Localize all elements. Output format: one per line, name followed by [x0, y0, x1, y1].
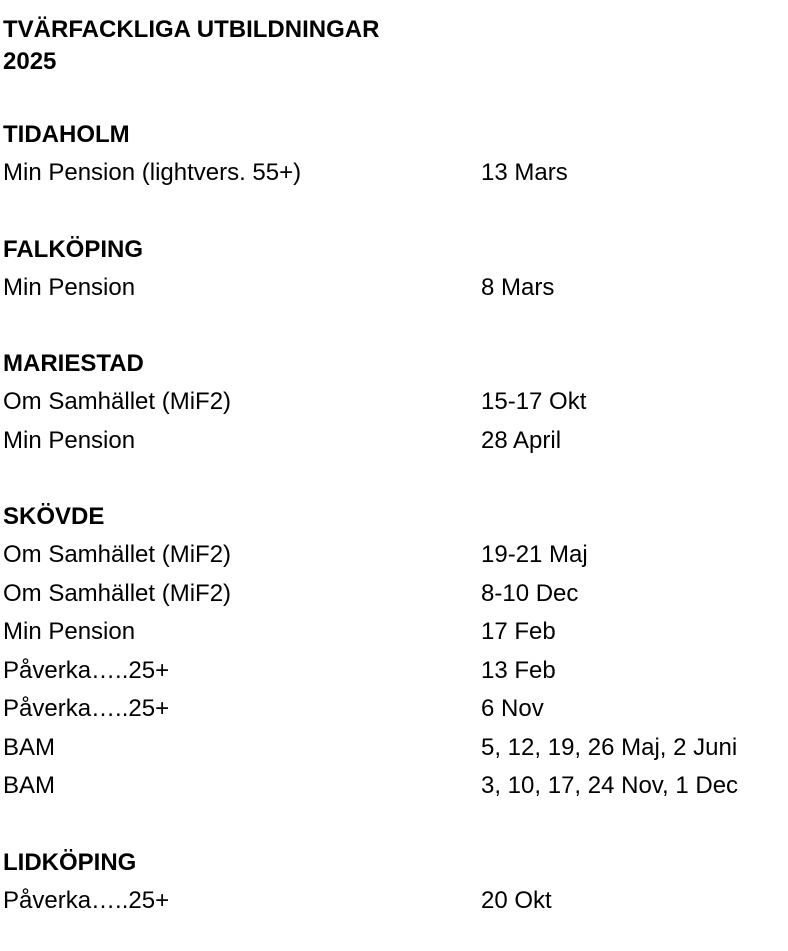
course-name: Om Samhället (MiF2): [3, 579, 232, 607]
section-heading: FALKÖPING: [3, 235, 144, 263]
section-heading: MARIESTAD: [3, 350, 144, 377]
course-row: [3, 422, 788, 461]
document-title: [3, 14, 788, 78]
section-tidaholm: [3, 116, 788, 193]
course-row: [3, 613, 788, 652]
course-row: [3, 652, 788, 691]
course-row: [3, 269, 788, 308]
course-name: Min Pension: [3, 273, 136, 301]
course-name: Påverka…..25+: [3, 656, 170, 684]
course-row: [3, 575, 788, 614]
course-date: 20 Okt: [481, 886, 552, 914]
section-falkoping: [3, 231, 788, 308]
course-date: 17 Feb: [481, 618, 556, 645]
document: [3, 14, 788, 920]
course-row: [3, 690, 788, 729]
title-year: 2025: [3, 48, 57, 75]
course-date: 15-17 Okt: [481, 388, 587, 415]
course-date: 28 April: [481, 426, 562, 454]
course-date: 6 Nov: [481, 695, 544, 722]
section-skovde: [3, 498, 788, 806]
course-row: [3, 154, 788, 193]
course-row: [3, 729, 788, 768]
course-row: [3, 383, 788, 422]
course-row: [3, 536, 788, 575]
course-name: Påverka…..25+: [3, 695, 170, 722]
course-date: 13 Feb: [481, 656, 556, 684]
course-row: [3, 882, 788, 921]
course-name: Om Samhället (MiF2): [3, 388, 232, 415]
section-lidkoping: [3, 844, 788, 921]
course-name: BAM: [3, 772, 56, 799]
course-date: 5, 12, 19, 26 Maj, 2 Juni: [481, 733, 738, 761]
course-name: Påverka…..25+: [3, 886, 170, 914]
course-date: 13 Mars: [481, 159, 568, 186]
course-name: Min Pension (lightvers. 55+): [3, 159, 302, 186]
course-date: 19-21 Maj: [481, 541, 588, 568]
course-name: BAM: [3, 733, 56, 761]
course-row: [3, 767, 788, 806]
course-name: Min Pension: [3, 618, 136, 645]
course-date: 8-10 Dec: [481, 579, 579, 607]
course-date: 3, 10, 17, 24 Nov, 1 Dec: [481, 772, 739, 799]
course-date: 8 Mars: [481, 273, 555, 301]
course-name: Om Samhället (MiF2): [3, 541, 232, 568]
section-mariestad: [3, 345, 788, 460]
course-name: Min Pension: [3, 426, 136, 454]
title-line-1: TVÄRFACKLIGA UTBILDNINGAR: [3, 16, 380, 43]
section-heading: SKÖVDE: [3, 503, 105, 530]
section-heading: LIDKÖPING: [3, 848, 137, 876]
section-heading: TIDAHOLM: [3, 121, 130, 148]
